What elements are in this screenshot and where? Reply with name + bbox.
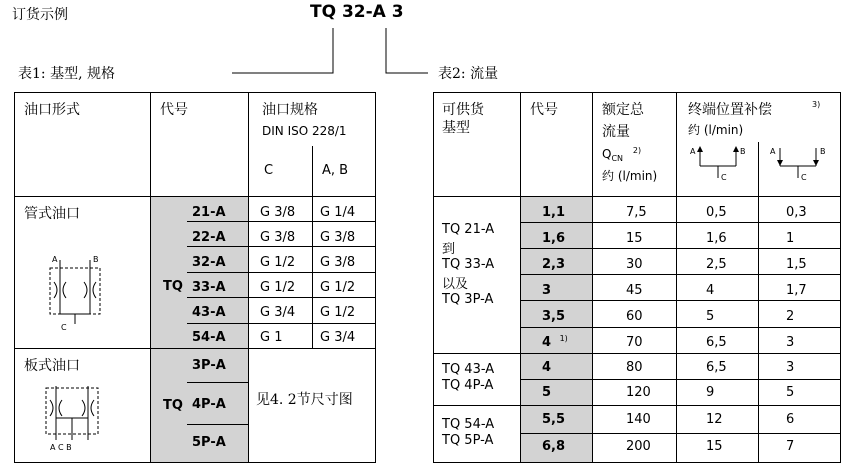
sym2-label-b: B (820, 147, 826, 156)
g1-v1: 6,5 (706, 335, 727, 350)
g3-v2: 7 (786, 439, 795, 454)
t2-header-base-line1: 可供货 (442, 102, 484, 118)
pipe-c-cell: G 3/4 (260, 305, 296, 320)
g2-v2: 5 (786, 385, 795, 400)
g2-base-line: TQ 43-A (442, 362, 495, 377)
sym2-label-c: C (801, 173, 807, 182)
g1-v2: 2 (786, 309, 795, 324)
header-port-type: 油口形式 (24, 102, 80, 118)
plate-code-cell: 5P-A (192, 435, 226, 450)
header-standard: DIN ISO 228/1 (262, 124, 347, 138)
plate-code-cell: 3P-A (192, 358, 226, 373)
pipe-code-cell: 22-A (192, 230, 226, 245)
g3-v1: 15 (706, 439, 723, 454)
sym1-label-a: A (690, 147, 696, 156)
g1-code (542, 335, 568, 350)
g1-v1: 0,5 (706, 205, 727, 220)
t2-header-rated-unit: 约 (l/min) (602, 169, 658, 183)
table1-label: 表1: 基型, 规格 (18, 66, 115, 82)
plate-note: 见4. 2节尺寸图 (256, 392, 353, 408)
plate-symbol-labels: A C B (50, 443, 72, 452)
g1-code-note: 1) (559, 334, 568, 343)
g1-base-line: TQ 3P-A (442, 292, 494, 307)
order-code-connectors (0, 0, 849, 90)
g3-code: 6,8 (542, 439, 566, 454)
group-pipe-label: 管式油口 (24, 206, 80, 222)
t2-header-base-line2: 基型 (442, 120, 470, 136)
g1-rated: 7,5 (626, 205, 647, 220)
pipe-ab-cell: G 3/4 (320, 330, 356, 345)
g1-base-line: TQ 33-A (442, 257, 495, 272)
g2-v1: 6,5 (706, 360, 727, 375)
pipe-c-cell: G 1/2 (260, 255, 296, 270)
g1-v1: 1,6 (706, 231, 727, 246)
g3-base-line: TQ 5P-A (442, 433, 494, 448)
pipe-ab-cell: G 3/8 (320, 230, 356, 245)
t2-header-rated-line2: 流量 (602, 124, 630, 140)
flow-a-b-to-c-symbol-icon (686, 144, 754, 186)
t2-header-rated-line1: 额定总 (602, 102, 644, 118)
group-pipe-prefix: TQ (163, 279, 183, 294)
g1-rated: 70 (626, 335, 643, 350)
g2-base-line: TQ 4P-A (442, 378, 494, 393)
g3-v1: 12 (706, 412, 723, 427)
g1-v2: 1 (786, 231, 795, 246)
g3-rated: 140 (626, 412, 651, 427)
pipe-ab-cell: G 1/4 (320, 205, 356, 220)
group-plate-label: 板式油口 (24, 358, 80, 374)
g1-code-value: 4 (542, 335, 552, 350)
g2-v2: 3 (786, 360, 795, 375)
order-code: TQ 32-A 3 (310, 2, 404, 22)
g1-v2: 1,5 (786, 257, 807, 272)
pipe-c-cell: G 3/8 (260, 230, 296, 245)
g1-base-line: TQ 21-A (442, 222, 495, 237)
pipe-c-cell: G 1/2 (260, 280, 296, 295)
pipe-ab-cell: G 3/8 (320, 255, 356, 270)
g1-rated: 30 (626, 257, 643, 272)
t2-header-code: 代号 (530, 102, 558, 118)
g1-v2: 3 (786, 335, 795, 350)
pipe-symbol-label-b: B (93, 255, 99, 264)
pipe-ab-cell: G 1/2 (320, 305, 356, 320)
sym1-label-b: B (740, 147, 746, 156)
g3-v2: 6 (786, 412, 795, 427)
pipe-c-cell: G 1 (260, 330, 283, 345)
header-code: 代号 (160, 102, 188, 118)
pipe-ab-cell: G 1/2 (320, 280, 356, 295)
g1-rated: 60 (626, 309, 643, 324)
g1-v1: 2,5 (706, 257, 727, 272)
pipe-valve-symbol-icon (38, 252, 118, 334)
pipe-code-cell: 54-A (192, 330, 226, 345)
t2-header-end-line1: 终端位置补偿 (688, 102, 772, 118)
t2-header-q-note: 2) (632, 146, 642, 155)
g1-base-line: 到 (442, 242, 456, 257)
g1-code: 3,5 (542, 309, 566, 324)
g1-base-line: 以及 (442, 277, 469, 292)
g1-rated: 45 (626, 283, 643, 298)
t2-header-q-label: Q (602, 147, 612, 161)
sym2-label-a: A (770, 147, 776, 156)
header-port-size: 油口规格 (262, 102, 318, 118)
g3-base-line: TQ 54-A (442, 417, 495, 432)
group-plate-prefix: TQ (163, 398, 183, 413)
g1-code: 3 (542, 283, 552, 298)
t2-header-end-note: 3) (812, 100, 821, 109)
flow-c-to-a-b-symbol-icon (766, 144, 834, 186)
g1-rated: 15 (626, 231, 643, 246)
t2-header-q-sub: CN (611, 154, 624, 163)
table2-label: 表2: 流量 (438, 66, 499, 82)
g1-v1: 5 (706, 309, 715, 324)
g3-rated: 200 (626, 439, 651, 454)
pipe-symbol-label-c: C (61, 323, 67, 332)
g1-v2: 0,3 (786, 205, 807, 220)
g2-v1: 9 (706, 385, 715, 400)
g1-code: 1,1 (542, 205, 566, 220)
g2-code: 4 (542, 360, 552, 375)
g1-v1: 4 (706, 283, 715, 298)
g2-rated: 80 (626, 360, 643, 375)
g1-v2: 1,7 (786, 283, 807, 298)
g1-code: 1,6 (542, 231, 566, 246)
t2-header-q (602, 147, 641, 163)
g2-code: 5 (542, 385, 552, 400)
pipe-c-cell: G 3/8 (260, 205, 296, 220)
g3-code: 5,5 (542, 412, 566, 427)
page-title: 订货示例 (12, 7, 68, 23)
sym1-label-c: C (721, 173, 727, 182)
plate-valve-symbol-icon (40, 378, 110, 453)
header-col-ab: A, B (322, 163, 349, 178)
pipe-code-cell: 32-A (192, 255, 226, 270)
g1-code: 2,3 (542, 257, 566, 272)
pipe-symbol-label-a: A (52, 255, 58, 264)
pipe-code-cell: 43-A (192, 305, 226, 320)
t2-header-end-unit: 约 (l/min) (688, 123, 744, 137)
header-col-c: C (264, 163, 274, 178)
plate-code-cell: 4P-A (192, 397, 226, 412)
pipe-code-cell: 21-A (192, 205, 226, 220)
g2-rated: 120 (626, 385, 651, 400)
pipe-code-cell: 33-A (192, 280, 226, 295)
